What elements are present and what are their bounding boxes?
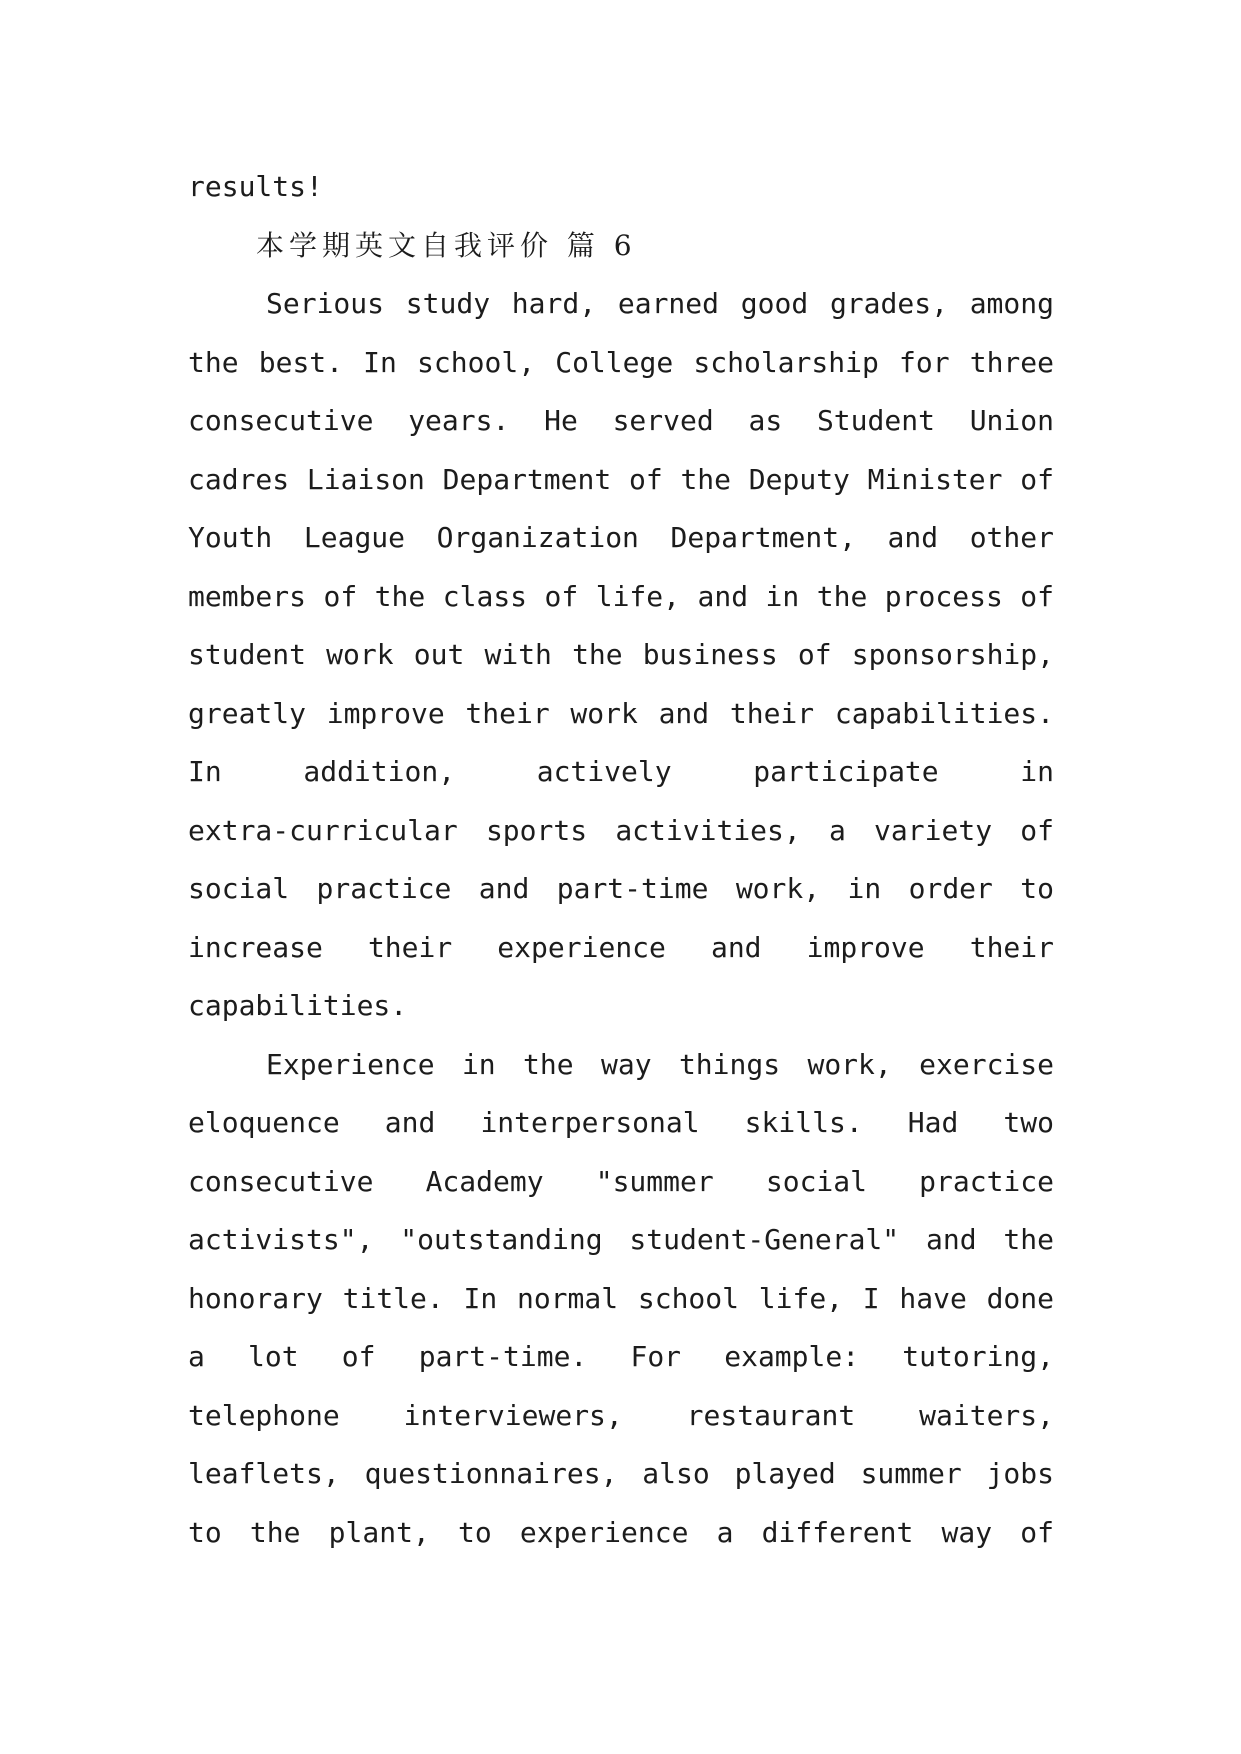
paragraph-line: a lot of part-time. For example: tutoring, bbox=[188, 1340, 1054, 1373]
paragraph-line: honorary title. In normal school life, I have done bbox=[188, 1281, 1054, 1315]
section-heading: 本学期英文自我评价 篇 6 bbox=[256, 228, 637, 262]
paragraph-line: social practice and part-time work, in order to bbox=[188, 872, 1054, 905]
paragraph-line: activists", "outstanding student-General" and the bbox=[188, 1223, 1054, 1256]
carry-over-line: results! bbox=[188, 170, 323, 203]
paragraph-line: Youth League Organization Department, and other bbox=[188, 521, 1054, 554]
paragraph-line: greatly improve their work and their capabilities. bbox=[188, 696, 1054, 730]
paragraph-line: Experience in the way things work, exercise bbox=[266, 1047, 1054, 1081]
paragraph-line: consecutive Academy "summer social practice bbox=[188, 1164, 1054, 1198]
paragraph-line: the best. In school, College scholarship for three bbox=[188, 345, 1054, 379]
paragraph-line: cadres Liaison Department of the Deputy Minister of bbox=[188, 462, 1054, 496]
paragraph-line: leaflets, questionnaires, also played summer jobs bbox=[188, 1457, 1054, 1490]
paragraph-line: In addition, actively participate in bbox=[188, 755, 1054, 788]
paragraph-line: increase their experience and improve their bbox=[188, 930, 1054, 964]
paragraph-line: capabilities. bbox=[188, 989, 408, 1022]
paragraph-line: student work out with the business of sponsorship, bbox=[188, 638, 1054, 671]
paragraph-line: extra-curricular sports activities, a variety of bbox=[188, 813, 1054, 847]
document-body bbox=[188, 158, 1054, 1562]
paragraph-line: consecutive years. He served as Student Union bbox=[188, 404, 1054, 437]
paragraph-line: telephone interviewers, restaurant waiters, bbox=[188, 1398, 1054, 1432]
paragraph-line: members of the class of life, and in the process of bbox=[188, 579, 1054, 613]
paragraph-2 bbox=[188, 1036, 1054, 1563]
paragraph-line: to the plant, to experience a different way of bbox=[188, 1515, 1054, 1549]
paragraph-line: eloquence and interpersonal skills. Had two bbox=[188, 1106, 1054, 1139]
paragraph-line: Serious study hard, earned good grades, among bbox=[266, 287, 1054, 320]
paragraph-1 bbox=[188, 275, 1054, 1036]
